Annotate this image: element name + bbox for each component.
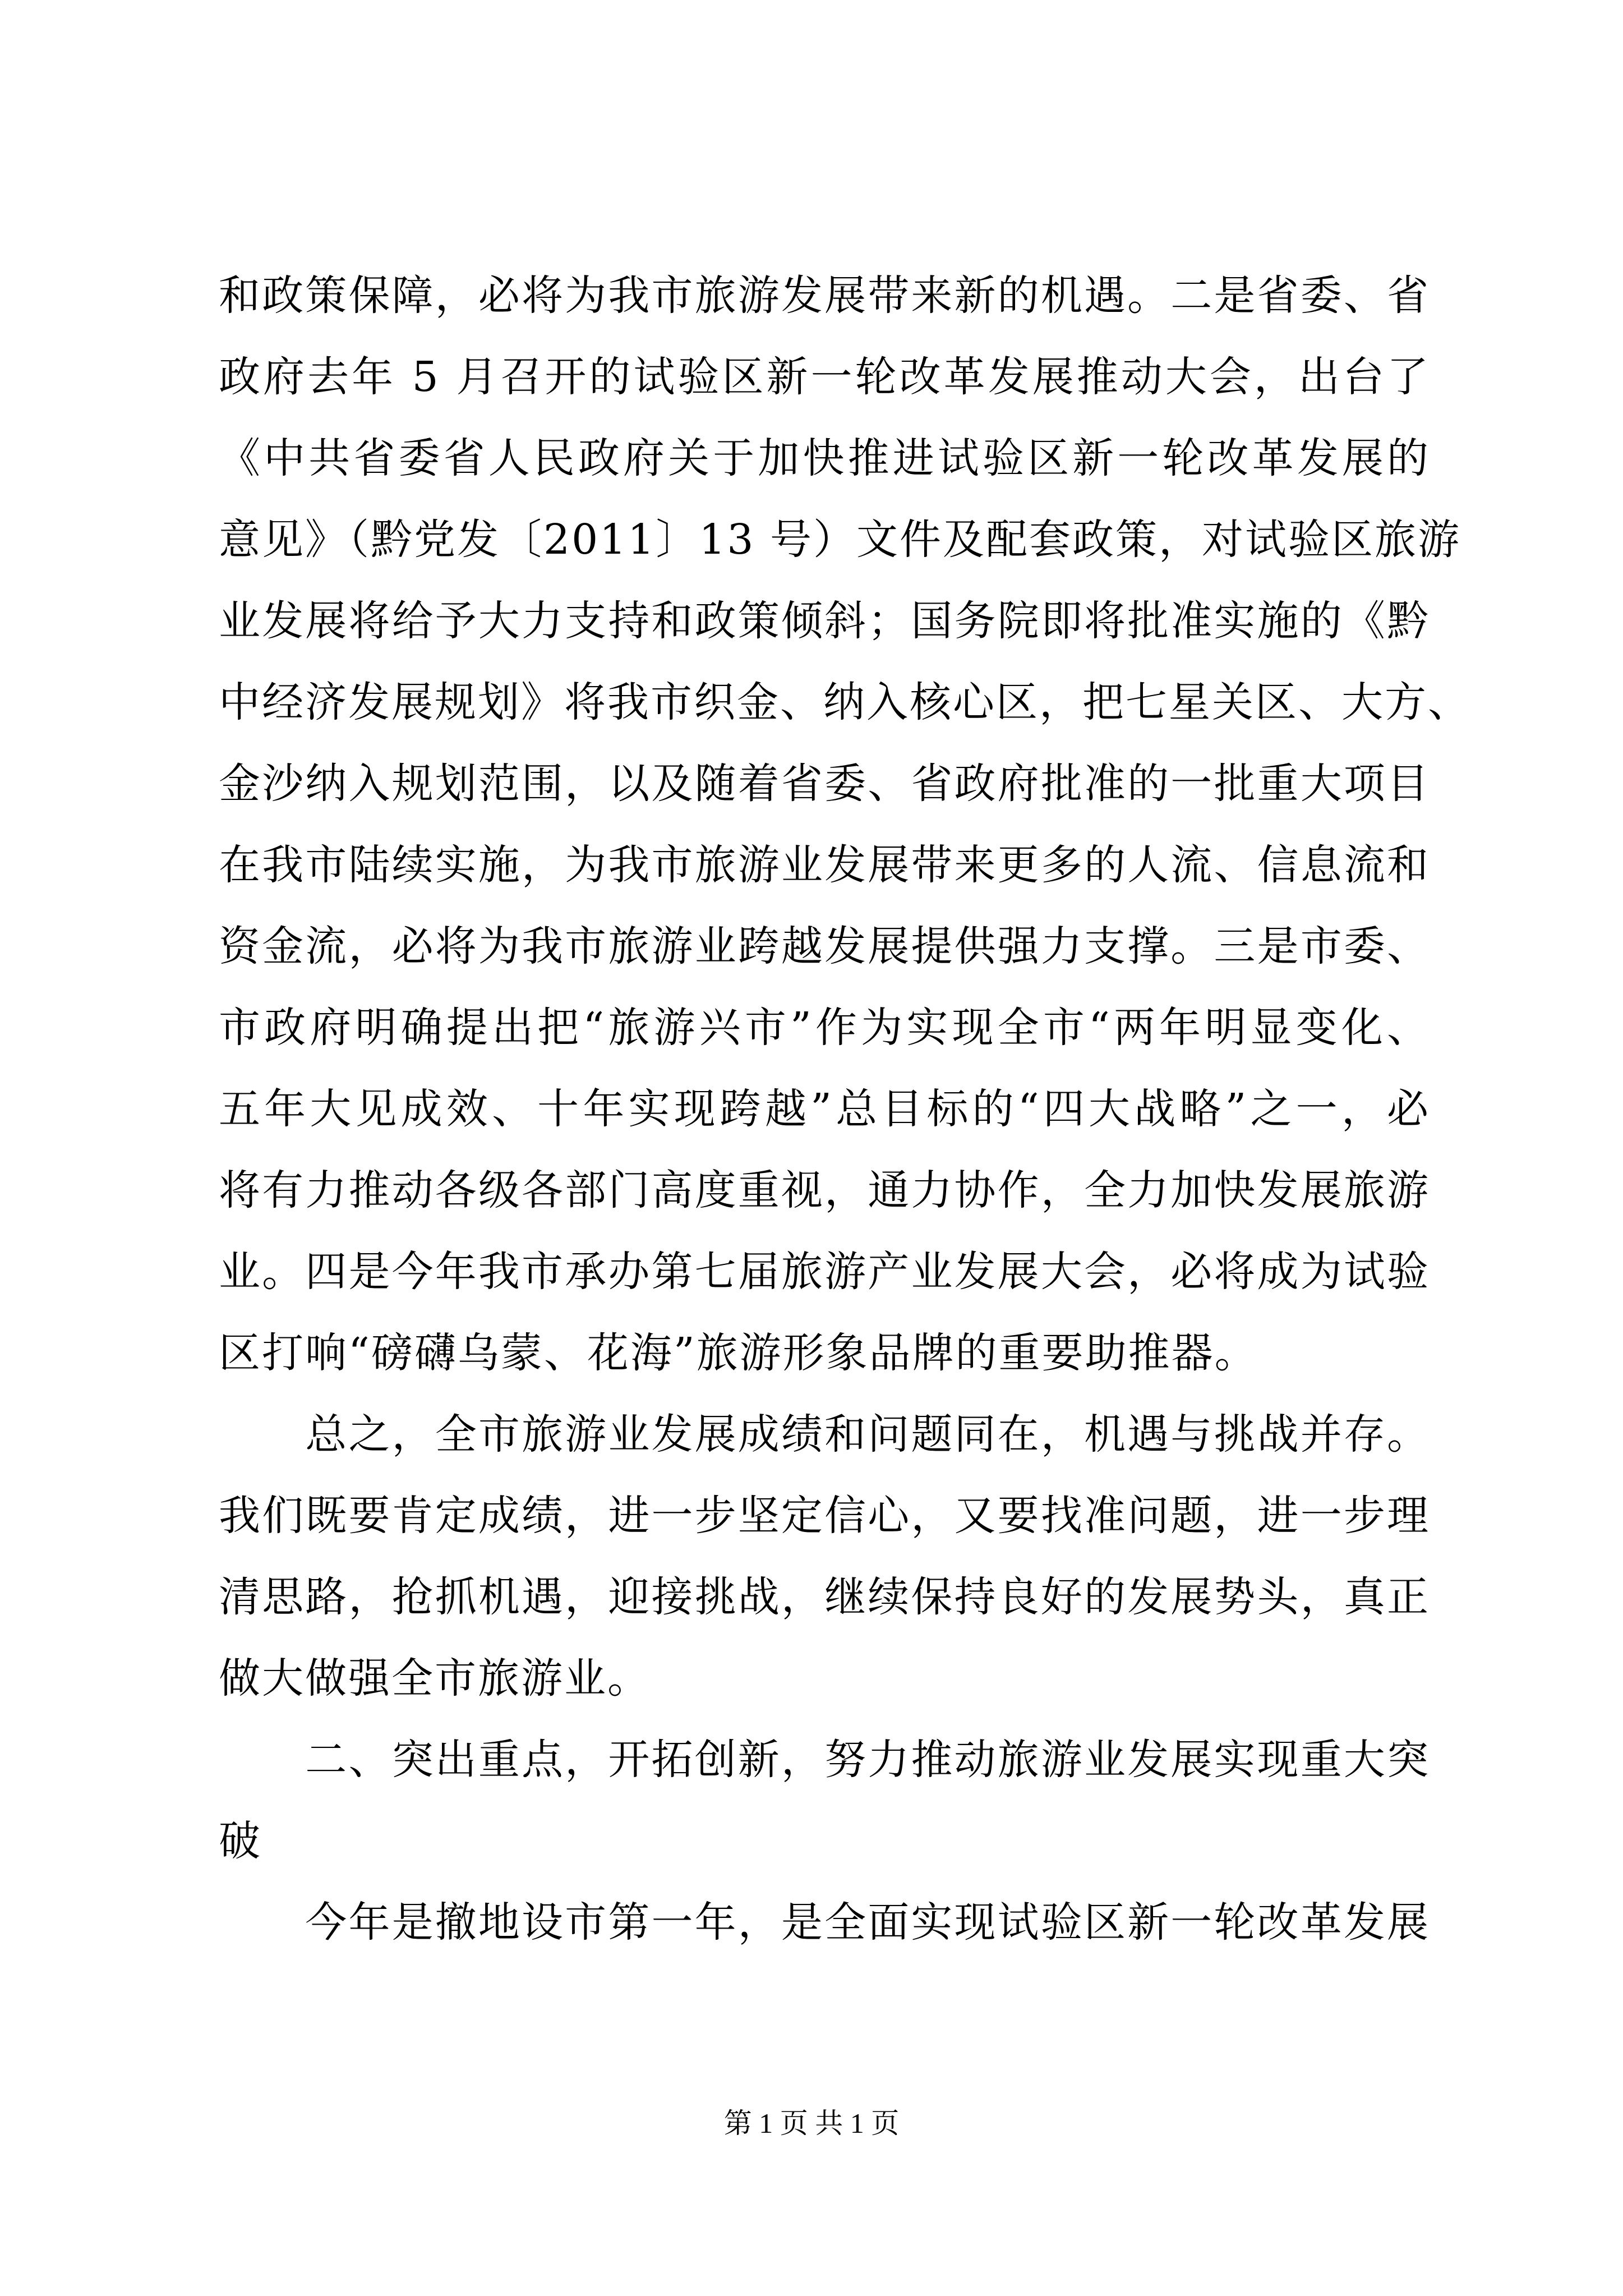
text-line: 《中共省委省人民政府关于加快推进试验区新一轮改革发展的: [219, 434, 1430, 482]
text-line: 今年是撤地设市第一年，是全面实现试验区新一轮改革发展: [219, 1898, 1430, 1947]
text-line: 政府去年 5 月召开的试验区新一轮改革发展推动大会，出台了: [219, 353, 1430, 401]
section-heading-line: 二、突出重点，开拓创新，努力推动旅游业发展实现重大突: [219, 1736, 1430, 1784]
text-line: 和政策保障，必将为我市旅游发展带来新的机遇。二是省委、省: [219, 272, 1430, 320]
text-line: 做大做强全市旅游业。: [219, 1654, 651, 1703]
page-footer: 第 1 页 共 1 页: [723, 2108, 900, 2139]
text-line: 业发展将给予大力支持和政策倾斜；国务院即将批准实施的《黔: [219, 597, 1430, 645]
text-line: 业。四是今年我市承办第七届旅游产业发展大会，必将成为试验: [219, 1248, 1430, 1296]
text-line: 总之，全市旅游业发展成绩和问题同在，机遇与挑战并存。: [219, 1410, 1430, 1458]
text-line: 市政府明确提出把“旅游兴市”作为实现全市“两年明显变化、: [219, 1004, 1430, 1052]
text-line: 意见》（黔党发〔2011〕13 号）文件及配套政策，对试验区旅游: [219, 516, 1461, 564]
text-line: 清思路，抢抓机遇，迎接挑战，继续保持良好的发展势头，真正: [219, 1573, 1430, 1621]
text-line: 五年大见成效、十年实现跨越”总目标的“四大战略”之一，必: [219, 1085, 1430, 1133]
text-line: 区打响“磅礴乌蒙、花海”旅游形象品牌的重要助推器。: [219, 1329, 1258, 1377]
text-line: 将有力推动各级各部门高度重视，通力协作，全力加快发展旅游: [219, 1166, 1430, 1214]
text-line: 中经济发展规划》将我市织金、纳入核心区，把七星关区、大方、: [219, 678, 1471, 726]
text-line: 金沙纳入规划范围，以及随着省委、省政府批准的一批重大项目: [219, 760, 1430, 808]
section-heading-line: 破: [219, 1817, 262, 1865]
text-line: 在我市陆续实施，为我市旅游业发展带来更多的人流、信息流和: [219, 841, 1430, 889]
text-line: 我们既要肯定成绩，进一步坚定信心，又要找准问题，进一步理: [219, 1492, 1430, 1540]
document-body: [219, 255, 1471, 1963]
text-line: 资金流，必将为我市旅游业跨越发展提供强力支撑。三是市委、: [219, 922, 1430, 970]
